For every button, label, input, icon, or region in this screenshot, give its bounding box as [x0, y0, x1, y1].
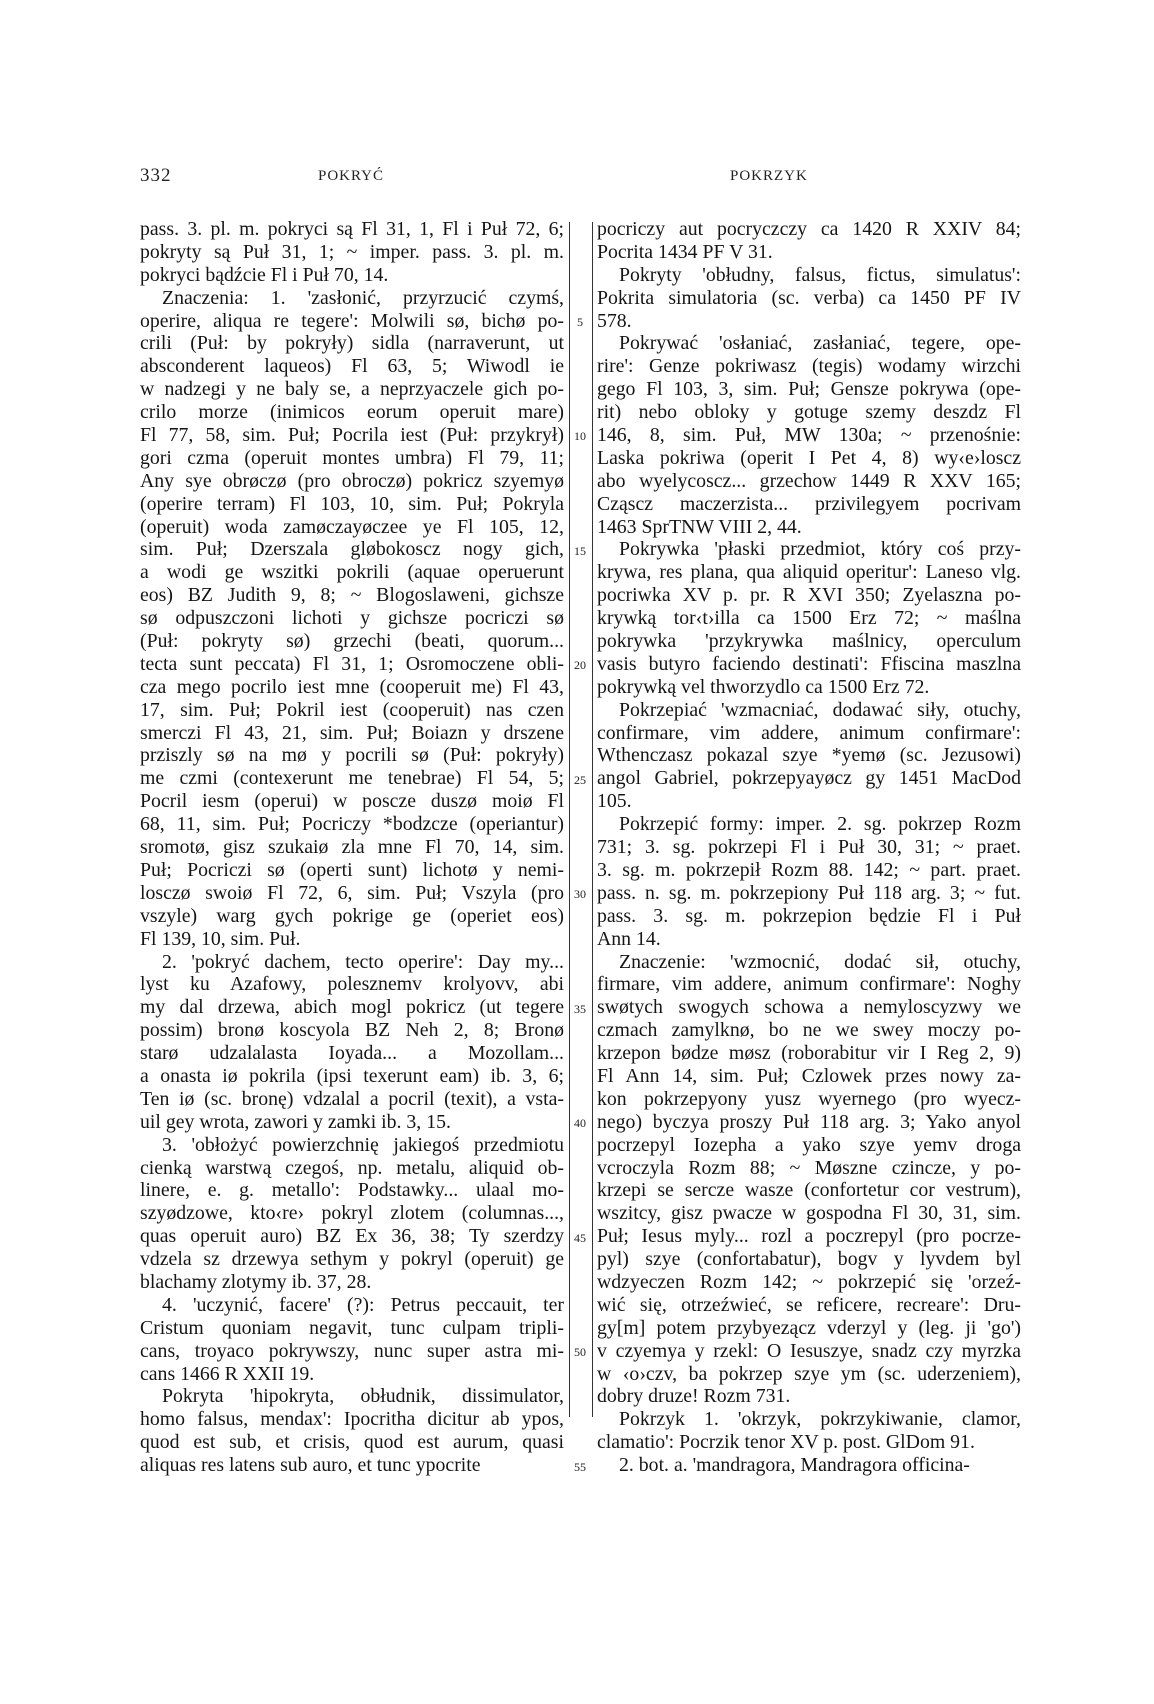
left-column-line: prziszly sø na mø y pocrili sø (Puł: pokryły): [140, 744, 564, 767]
left-column-line: starø udzalalasta Ioyada... a Mozollam...: [140, 1042, 564, 1065]
left-column-line: a wodi ge wszitki pokrili (aquae operuerunt: [140, 561, 564, 584]
right-column-line: 2. bot. a. 'mandragora, Mandragora officina-: [619, 1454, 970, 1477]
left-column-line: blachamy zlotymy ib. 37, 28.: [140, 1270, 372, 1293]
right-running-head: POKRZYK: [730, 168, 808, 184]
left-column-line: me czmi (contexerunt me tenebrae) Fl 54, 5;: [140, 767, 564, 790]
left-column-line: a onasta iø pokrila (ipsi texerunt eam) ib. 3, 6;: [140, 1064, 564, 1087]
right-column-line: pocrzepyl Iozepha a yako szye yemv droga: [597, 1133, 1021, 1156]
left-column-line: losczø swoiø Fl 72, 6, sim. Puł; Vszyla (pro: [140, 881, 564, 904]
left-column-line: Ten iø (sc. bronę) vdzalal a pocril (texit), a vsta-: [140, 1087, 564, 1110]
line-number: 35: [574, 1001, 586, 1016]
right-column-line: wszitcy, gisz pwacze w gospodna Fl 30, 31, sim.: [597, 1202, 1021, 1225]
right-column-line: Pokrzepiać 'wzmacniać, dodawać siły, otuchy,: [619, 698, 1021, 721]
right-column-line: confirmare, vim addere, animum confirmare':: [597, 721, 1021, 744]
left-column-line: pokryty są Puł 31, 1; ~ imper. pass. 3. pl. m.: [140, 240, 564, 263]
left-column-line: Any sye obrøczø (pro obroczø) pokricz szyemyø: [140, 469, 564, 492]
right-column-line: dobry druze! Rozm 731.: [597, 1385, 791, 1408]
left-column-line: 17, sim. Puł; Pokril iest (cooperuit) nas czen: [140, 698, 564, 721]
right-column-line: 731; 3. sg. pokrzepi Fl i Puł 30, 31; ~ praet.: [597, 836, 1021, 859]
right-column-line: 1463 SprTNW VIII 2, 44.: [597, 515, 802, 538]
right-column-line: pass. n. sg. m. pokrzepiony Puł 118 arg. 3; ~ fut.: [597, 881, 1021, 904]
right-column-line: clamatio': Pocrzik tenor XV p. post. GlDom 91.: [597, 1431, 975, 1454]
line-number: 25: [574, 772, 586, 787]
left-column-line: szyødzowe, kto‹re› pokryl zlotem (columnas...,: [140, 1202, 564, 1225]
right-column-line: Znaczenie: 'wzmocnić, dodać sił, otuchy,: [619, 950, 1021, 973]
left-column-line: lyst ku Azafowy, polesznemv krolyovv, abi: [140, 973, 564, 996]
left-column-line: eos) BZ Judith 9, 8; ~ Blogoslaweni, gichsze: [140, 584, 564, 607]
left-column-line: quas operuit auro) BZ Ex 36, 38; Ty szerdzy: [140, 1225, 564, 1248]
left-column-line: uil gey wrota, zawori y zamki ib. 3, 15.: [140, 1110, 451, 1133]
left-column-line: (Puł: pokryty sø) grzechi (beati, quorum...: [140, 630, 564, 653]
right-column-line: czmach zamylknø, bo ne we swey moczy po-: [597, 1019, 1021, 1042]
right-column: [597, 218, 1021, 1477]
left-column-line: smerczi Fl 43, 21, sim. Puł; Boiazn y drszene: [140, 721, 564, 744]
page-number: 332: [140, 165, 172, 186]
right-column-line: krzepi se sercze wasze (confortetur cor vestrum),: [597, 1179, 1021, 1202]
right-column-line: 146, 8, sim. Puł, MW 130a; ~ przenośnie:: [597, 424, 1021, 447]
left-column-line: homo falsus, mendax': Ipocritha dicitur ab ypos,: [140, 1408, 564, 1431]
right-column-line: Laska pokriwa (operit I Pet 4, 8) wy‹e›loscz: [597, 446, 1021, 469]
right-column-line: Wthenczasz pokazal szye *yemø (sc. Jezusowi): [597, 744, 1021, 767]
right-column-line: pokrywką vel thworzydlo ca 1500 Erz 72.: [597, 675, 930, 698]
right-column-line: pass. 3. sg. m. pokrzepion będzie Fl i Puł: [597, 904, 1021, 927]
column-rule-right: [592, 222, 593, 1417]
right-column-line: angol Gabriel, pokrzepyayøcz gy 1451 MacDod: [597, 767, 1021, 790]
left-column-line: (operuit) woda zamøczayøczee ye Fl 105, 12,: [140, 515, 564, 538]
right-column-line: 105.: [597, 790, 632, 813]
right-column-line: Pokrywka 'płaski przedmiot, który coś przy-: [619, 538, 1021, 561]
right-column-line: rire': Genze pokriwasz (tegis) wodamy wirzchi: [597, 355, 1021, 378]
left-column-line: crilo morze (inimicos eorum operuit mare): [140, 401, 564, 424]
line-number: 50: [574, 1345, 586, 1360]
line-number: 5: [577, 314, 583, 329]
line-number: 45: [574, 1230, 586, 1245]
right-column-line: v czyemya y rzekl: O Iesuszye, snadz czy myrzka: [597, 1339, 1021, 1362]
right-column-line: rit) nebo obloky y gotuge szemy deszdz Fl: [597, 401, 1021, 424]
right-column-line: Pokryty 'obłudny, falsus, fictus, simulatus':: [619, 263, 1021, 286]
right-column-line: Pokrzyk 1. 'okrzyk, pokrzykiwanie, clamor,: [619, 1408, 1021, 1431]
right-column-line: pocriwka XV p. pr. R XVI 350; Zyelaszna po-: [597, 584, 1021, 607]
right-column-line: Puł; Iesus myly... rozl a poczrepyl (pro pocrze-: [597, 1225, 1021, 1248]
left-column-line: operire, aliqua re tegere': Molwili sø, bichø po-: [140, 309, 564, 332]
left-column-line: Fl 77, 58, sim. Puł; Pocrila iest (Puł: przykrył): [140, 424, 564, 447]
line-number: 40: [574, 1116, 586, 1131]
right-column-line: kon pokrzepyony yusz wyernego (pro wyecz-: [597, 1087, 1021, 1110]
left-column-line: w nadzegi y ne baly se, a neprzyaczele gich po-: [140, 378, 564, 401]
left-column-line: quod est sub, et crisis, quod est aurum, quasi: [140, 1431, 564, 1454]
left-column-line: sim. Puł; Dzerszala gløbokoscz nogy gich,: [140, 538, 564, 561]
left-column-line: Puł; Pocriczi sø (operti sunt) lichotø y nemi-: [140, 858, 564, 881]
right-column-line: Ann 14.: [597, 927, 661, 950]
left-column-line: Fl 139, 10, sim. Puł.: [140, 927, 301, 950]
left-running-head: POKRYĆ: [318, 168, 385, 184]
left-column-line: absconderent laqueos) Fl 63, 5; Wiwodl ie: [140, 355, 564, 378]
right-column-line: abo wyelycoscz... grzechow 1449 R XXV 165;: [597, 469, 1021, 492]
left-column-line: vszyle) warg gych pokrige ge (operiet eos): [140, 904, 564, 927]
left-column-line: cza mego pocrilo iest mne (cooperuit me) Fl 43,: [140, 675, 564, 698]
left-column-line: 68, 11, sim. Puł; Pocriczy *bodzcze (operiantur): [140, 813, 564, 836]
right-column-line: w ‹o›czv, ba pokrzep szye ym (sc. uderzeniem),: [597, 1362, 1021, 1385]
right-column-line: Cząscz maczerzista... przivilegyem pocrivam: [597, 492, 1021, 515]
right-column-line: Pokrywać 'osłaniać, zasłaniać, tegere, ope-: [619, 332, 1021, 355]
right-column-line: krzepon bødze møsz (roborabitur vir I Reg 2, 9): [597, 1042, 1021, 1065]
right-column-line: wić się, otrzeźwieć, se reficere, recreare': Dru-: [597, 1293, 1021, 1316]
right-column-line: Pokrita simulatoria (sc. verba) ca 1450 PF IV: [597, 286, 1021, 309]
left-column-line: tecta sunt peccata) Fl 31, 1; Osromoczene obli-: [140, 652, 564, 675]
left-column-line: crili (Puł: by pokryły) sidla (narraverunt, ut: [140, 332, 564, 355]
left-column-line: cienką warstwą czegoś, np. metalu, aliquid ob-: [140, 1156, 564, 1179]
left-column-line: linere, e. g. metallo': Podstawky... ulaal mo-: [140, 1179, 564, 1202]
right-column-line: pocriczy aut pocryczczy ca 1420 R XXIV 84;: [597, 218, 1021, 240]
left-column-line: gori czma (operuit montes umbra) Fl 79, 11;: [140, 446, 564, 469]
left-column-line: pass. 3. pl. m. pokryci są Fl 31, 1, Fl i Puł 72, 6;: [140, 218, 564, 240]
right-column-line: 578.: [597, 309, 632, 332]
left-column-line: aliquas res latens sub auro, et tunc ypocrite: [140, 1454, 481, 1477]
right-column-line: gego Fl 103, 3, sim. Puł; Gensze pokrywa (ope-: [597, 378, 1021, 401]
left-column-line: cans, troyaco pokrywszy, nunc super astra mi-: [140, 1339, 564, 1362]
right-column-line: nego) byczya proszy Puł 118 arg. 3; Yako anyol: [597, 1110, 1021, 1133]
left-column: [140, 218, 564, 1477]
left-column-line: Cristum quoniam negavit, tunc culpam tripli-: [140, 1316, 564, 1339]
right-column-line: krywa, res plana, qua aliquid operitur': Laneso vlg.: [597, 561, 1021, 584]
right-column-line: 3. sg. m. pokrzepił Rozm 88. 142; ~ part. praet.: [597, 858, 1021, 881]
left-column-line: my dal drzewa, abich mogl pokricz (ut tegere: [140, 996, 564, 1019]
line-number: 10: [574, 429, 586, 444]
right-column-line: gy[m] potem przybyezącz vderzyl y (leg. ji 'go'): [597, 1316, 1021, 1339]
right-column-line: krywką tor‹t›illa ca 1500 Erz 72; ~ maślna: [597, 607, 1021, 630]
left-column-line: sromotø, gisz szukaiø zla mne Fl 70, 14, sim.: [140, 836, 564, 859]
left-column-line: Pocril iesm (operui) w poscze duszø moiø Fl: [140, 790, 564, 813]
right-column-line: vcroczyla Rozm 88; ~ Møszne czincze, y po-: [597, 1156, 1021, 1179]
left-column-line: 3. 'obłożyć powierzchnię jakiegoś przedmiotu: [162, 1133, 564, 1156]
left-column-line: (operire terram) Fl 103, 10, sim. Puł; Pokryla: [140, 492, 564, 515]
right-column-line: swøtych swogych schowa a nemyloscyzwy we: [597, 996, 1021, 1019]
right-column-line: pokrywka 'przykrywka maślnicy, operculum: [597, 630, 1021, 653]
right-column-line: Pokrzepić formy: imper. 2. sg. pokrzep Rozm: [619, 813, 1021, 836]
left-column-line: 2. 'pokryć dachem, tecto operire': Day my...: [162, 950, 564, 973]
line-number: 55: [574, 1459, 586, 1474]
left-column-line: vdzela sz drzewya sethym y pokryl (operuit) ge: [140, 1248, 564, 1271]
left-column-line: cans 1466 R XXII 19.: [140, 1362, 315, 1385]
line-number: 30: [574, 887, 586, 902]
right-column-line: firmare, vim addere, animum confirmare': Noghy: [597, 973, 1021, 996]
right-column-line: Pocrita 1434 PF V 31.: [597, 240, 773, 263]
left-column-line: pokryci bądźcie Fl i Puł 70, 14.: [140, 263, 389, 286]
right-column-line: vasis butyro faciendo destinati': Ffiscina maszlna: [597, 652, 1021, 675]
left-column-line: possim) bronø koscyola BZ Neh 2, 8; Bronø: [140, 1019, 564, 1042]
line-number: 20: [574, 658, 586, 673]
left-column-line: Znaczenia: 1. 'zasłonić, przyrzucić czymś,: [162, 286, 564, 309]
right-column-line: pyl) szye (confortabatur), bogv y lyvdem byl: [597, 1248, 1021, 1271]
right-column-line: Fl Ann 14, sim. Puł; Czlowek przes nowy za-: [597, 1064, 1021, 1087]
left-column-line: sø odpuszczoni lichoti y gichsze pocriczi sø: [140, 607, 564, 630]
left-column-line: Pokryta 'hipokryta, obłudnik, dissimulator,: [162, 1385, 564, 1408]
right-column-line: wdzyeczen Rozm 142; ~ pokrzepić się 'orzeź-: [597, 1270, 1021, 1293]
left-column-line: 4. 'uczynić, facere' (?): Petrus peccauit, ter: [162, 1293, 564, 1316]
line-number: 15: [574, 543, 586, 558]
